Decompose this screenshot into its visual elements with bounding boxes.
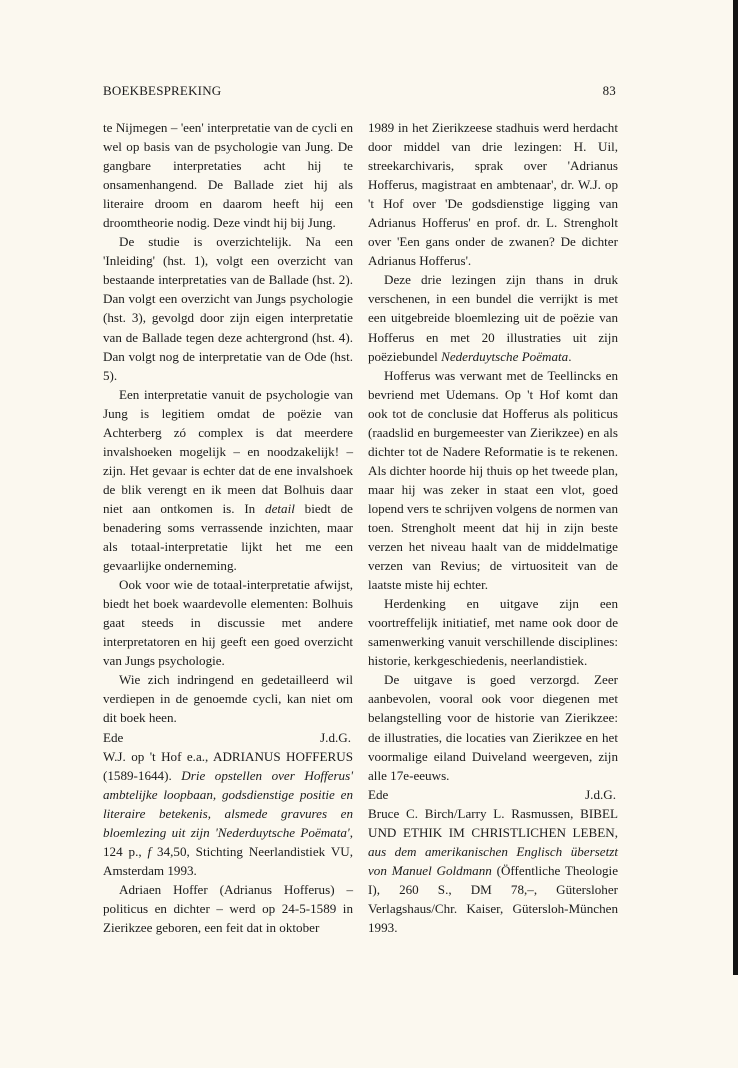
page-number: 83 (602, 83, 616, 98)
section-title: BOEKBESPREKING (103, 83, 222, 98)
paragraph: Adriaen Hoffer (Adrianus Hofferus) – politicus en dichter – werd op 24-5-1589 in Zierikzee geboren, een feit dat in oktober (103, 881, 353, 935)
page-edge-bar (733, 0, 738, 975)
paragraph: te Nijmegen – 'een' interpretatie van de cycli en wel op basis van de psychologie van Jung. De gangbare interpretaties acht hij te onsamenhangend. De Ballade ziet hij als literaire droom en daarom heeft hij een droomtheorie nodig. Deze vindt hij bij Jung. (103, 120, 353, 231)
paragraph (368, 270, 618, 365)
reference-text: (Öffentliche Theologie I), 260 S., DM 78,–, Gütersloher Verlagshaus/Chr. Kaiser, Gütersloh-München 1993. (368, 862, 619, 935)
running-head (103, 83, 616, 99)
emphasis: detail (265, 500, 295, 516)
text-run: Een interpretatie vanuit de psychologie van Jung is legitiem omdat de poëzie van Achterberg zó complex is dat meerdere invalshoeken mogelijk – en noodzakelijk! – zijn. Het gevaar is echter dat de ene invalshoek de blik verengt en ik meen dat Bolhuis daar niet aan ontkomen is. In (103, 386, 353, 516)
left-column (103, 118, 353, 937)
paragraph (103, 385, 353, 575)
reference-text: , 124 p., (103, 824, 353, 859)
reference-text: Bruce C. Birch/Larry L. Rasmussen, BIBEL UND ETHIK IM CHRISTLICHEN LEBEN, (368, 805, 618, 840)
review-signoff (368, 785, 618, 804)
reference-text: 34,50, Stichting Neerlandistiek VU, Amsterdam 1993. (103, 843, 354, 878)
reference-text: W.J. op 't Hof e.a., ADRIANUS HOFFERUS (1589-1644). (103, 748, 353, 783)
book-reference (368, 804, 618, 937)
signoff-place: Ede (103, 729, 124, 745)
text-run: . (568, 348, 572, 364)
paragraph: 1989 in het Zierikzeese stadhuis werd herdacht door middel van drie lezingen: H. Uil, streekarchivaris, sprak over 'Adrianus Hofferus, magistraat en ambtenaar', dr. W.J. op 't Hof over 'De godsdienstige ligging van Adrianus Hofferus' en prof. dr. L. Strengholt over 'Een gans onder de zwanen? De dichter Adrianus Hofferus'. (368, 120, 618, 269)
paragraph: Herdenking en uitgave zijn een voortreffelijk initiatief, met name ook door de samenwerking vanuit verschillende disciplines: historie, kerkgeschiedenis, neerlandistiek. (368, 596, 618, 669)
paragraph: Hofferus was verwant met de Teellincks en bevriend met Udemans. Op 't Hof komt dan ook tot de conclusie dat Hofferus als politicus (raadslid en burgemeester van Zierikzee) en als dichter tot de Nadere Reformatie is te rekenen. Als dichter hoorde hij thuis op het tweede plan, maar hij was zeker in staat een vlot, goed lopend vers te schrijven volgens de normen van toen. Strengholt meent dat hij in zijn beste verzen het niveau haalt van de middelmatige verzen van Revius; de virtuositeit van de laatste miste hij echter. (368, 367, 618, 593)
emphasis: Nederduytsche Poëmata (441, 348, 569, 364)
signoff-initials: J.d.G. (320, 729, 351, 745)
paragraph: De uitgave is goed verzorgd. Zeer aanbevolen, vooral ook voor diegenen met belangstelling voor de historie van Zierikzee: de illustraties, die locaties van Zierikzee en het voormalige eiland Duiveland weergeven, zijn alle 17e-eeuws. (368, 672, 618, 783)
currency-symbol: f (147, 843, 152, 859)
review-signoff (103, 728, 353, 747)
signoff-initials: J.d.G. (585, 786, 616, 802)
reference-subtitle: aus dem amerikanischen Englisch übersetzt von Manuel Goldmann (368, 843, 618, 878)
right-column (368, 118, 618, 937)
text-run: Deze drie lezingen zijn thans in druk verschenen, in een bundel die verrijkt is met een uitgebreide bloemlezing uit de poëzie van Hofferus en met 20 illustraties uit zijn poëziebundel (368, 272, 618, 364)
text-run: biedt de benadering soms verrassende inzichten, maar als totaal-interpretatie lijkt het me een gevaarlijke onderneming. (103, 500, 353, 574)
paragraph: Ook voor wie de totaal-interpretatie afwijst, biedt het boek waardevolle elementen: Bolhuis gaat steeds in discussie met andere interpretatoren en hij geeft een goed overzicht van Jungs psychologie. (103, 577, 353, 669)
paragraph: Wie zich indringend en gedetailleerd wil verdiepen in de genoemde cycli, kan niet om dit boek heen. (103, 672, 353, 726)
reference-subtitle: Drie opstellen over Hofferus' ambtelijke loopbaan, godsdienstige positie en literaire betekenis, alsmede gravures en bloemlezing uit zijn 'Nederduytsche Poëmata' (103, 767, 353, 840)
book-reference (103, 747, 353, 880)
signoff-place: Ede (368, 786, 389, 802)
paragraph: De studie is overzichtelijk. Na een 'Inleiding' (hst. 1), volgt een overzicht van bestaande interpretaties van de Ballade (hst. 2). Dan volgt een overzicht van Jungs psychologie (hst. 3), gevolgd door zijn eigen interpretatie van de Ballade tegen deze achtergrond (hst. 4). Dan volgt nog de interpretatie van de Ode (hst. 5). (103, 234, 353, 383)
